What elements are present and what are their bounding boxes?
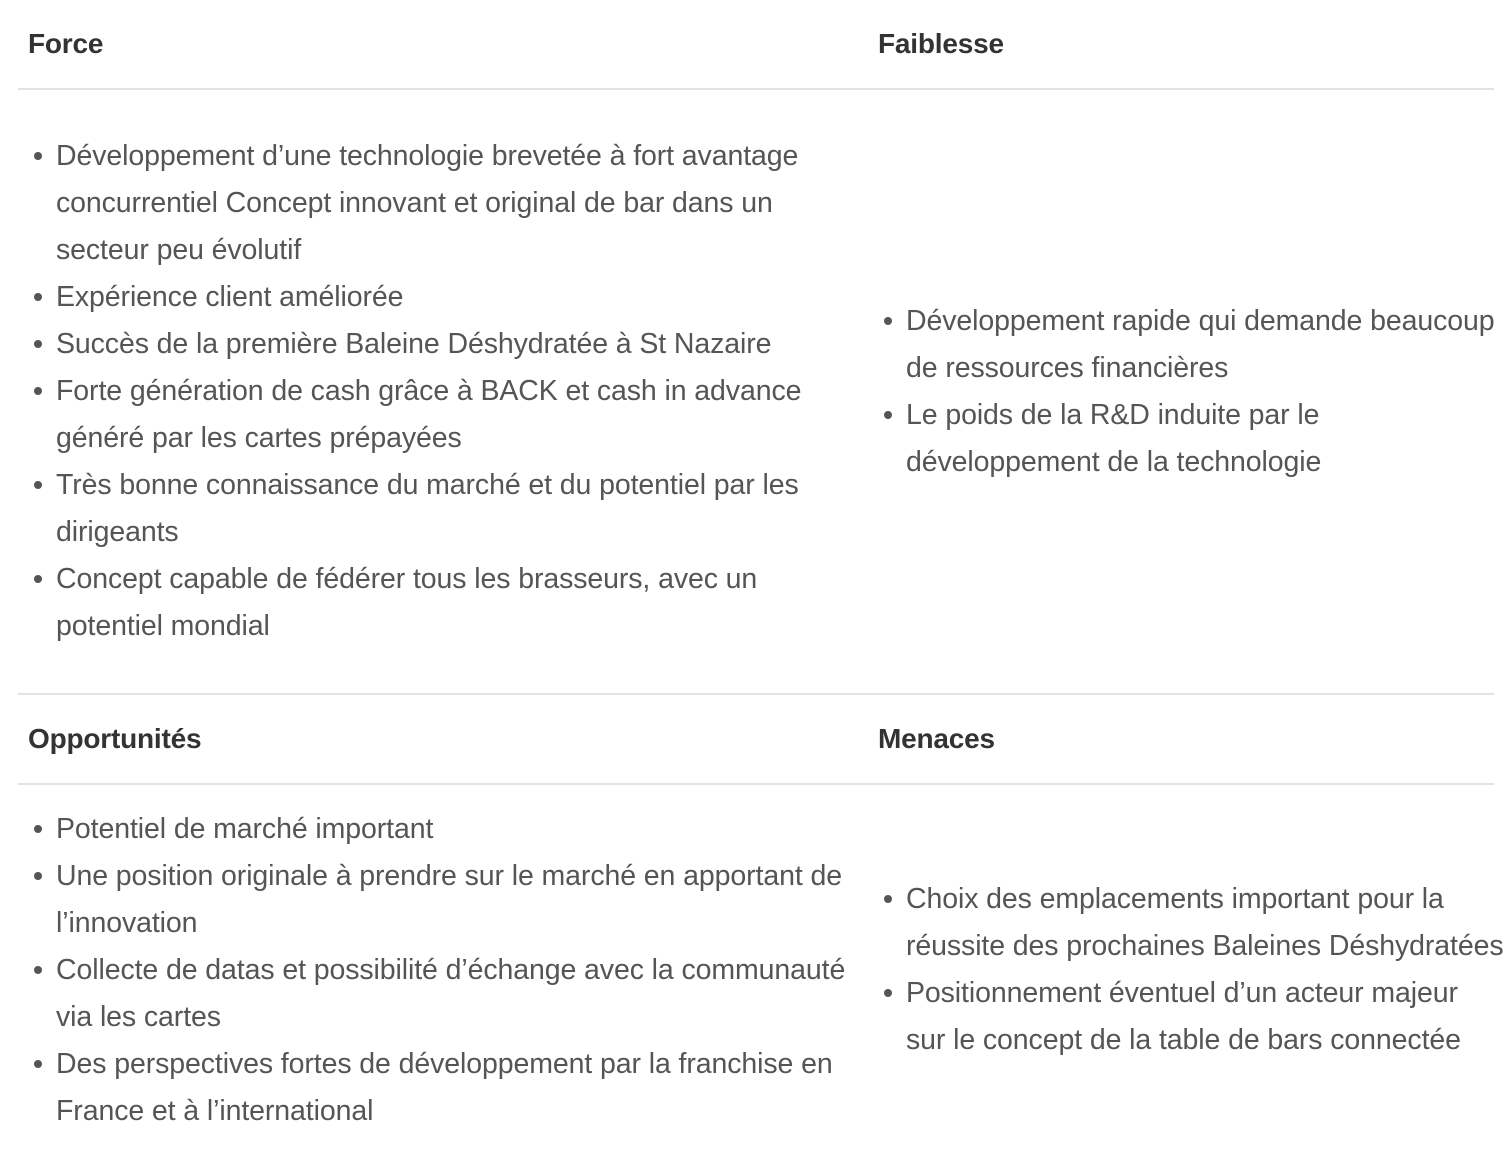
content-row-2 (18, 785, 1504, 1155)
list-item: Succès de la première Baleine Déshydratée à St Nazaire (56, 321, 868, 368)
strengths-list (28, 133, 868, 650)
list-item: Expérience client améliorée (56, 274, 868, 321)
weaknesses-heading: Faiblesse (878, 28, 1004, 59)
opportunities-heading: Opportunités (28, 723, 202, 754)
list-item: Une position originale à prendre sur le marché en apportant de l’innovation (56, 853, 868, 947)
weaknesses-list (878, 298, 1504, 486)
header-row-2 (18, 695, 1494, 785)
list-item: Collecte de datas et possibilité d’échange avec la communauté via les cartes (56, 947, 868, 1041)
strengths-heading: Force (28, 28, 104, 59)
threats-list (878, 876, 1504, 1064)
opportunities-cell (18, 806, 868, 1135)
content-row-1 (18, 90, 1494, 695)
list-item: Positionnement éventuel d’un acteur majeur sur le concept de la table de bars connectée (906, 970, 1504, 1064)
list-item: Le poids de la R&D induite par le développement de la technologie (906, 392, 1504, 486)
list-item: Très bonne connaissance du marché et du potentiel par les dirigeants (56, 462, 868, 556)
list-item: Forte génération de cash grâce à BACK et cash in advance généré par les cartes prépayées (56, 368, 868, 462)
threats-cell (868, 876, 1504, 1064)
list-item: Des perspectives fortes de développement par la franchise en France et à l’international (56, 1041, 868, 1135)
swot-table (18, 0, 1504, 1155)
list-item: Développement d’une technologie brevetée à fort avantage concurrentiel Concept innovant et original de bar dans un secteur peu évolutif (56, 133, 868, 274)
threats-heading: Menaces (878, 723, 995, 754)
opportunities-list (28, 806, 868, 1135)
list-item: Potentiel de marché important (56, 806, 868, 853)
list-item: Développement rapide qui demande beaucoup de ressources financières (906, 298, 1504, 392)
list-item: Concept capable de fédérer tous les brasseurs, avec un potentiel mondial (56, 556, 868, 650)
header-row-1 (18, 0, 1494, 90)
list-item: Choix des emplacements important pour la réussite des prochaines Baleines Déshydratées (906, 876, 1504, 970)
strengths-cell (18, 133, 868, 650)
weaknesses-cell (868, 298, 1494, 486)
